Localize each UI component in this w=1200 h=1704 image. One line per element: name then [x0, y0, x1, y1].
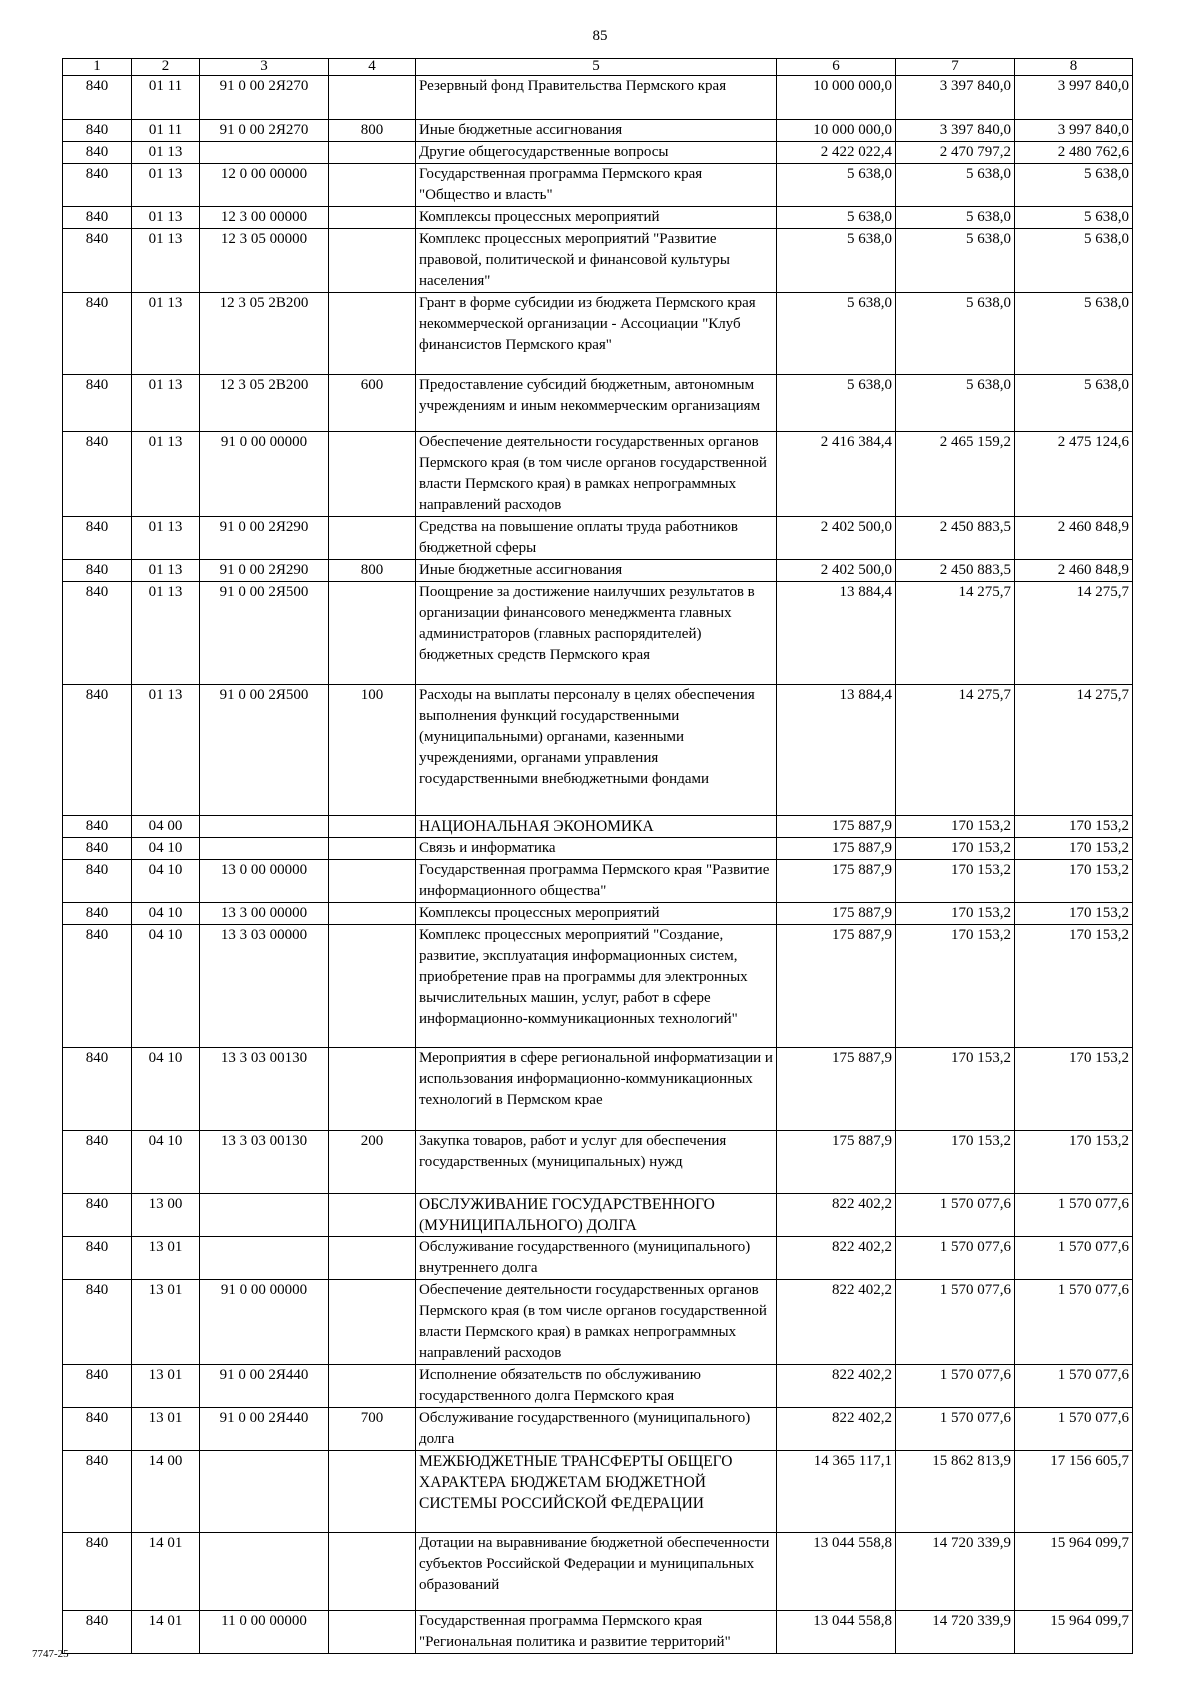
table-row — [63, 207, 1133, 229]
expense-type-cell: 100 — [329, 685, 416, 816]
target-article-cell: 13 3 03 00130 — [200, 1131, 329, 1194]
amount-2026-cell: 14 720 339,9 — [896, 1611, 1015, 1654]
target-article-cell — [200, 1237, 329, 1280]
amount-2027-cell: 170 153,2 — [1015, 860, 1133, 903]
grbs-code-cell: 840 — [63, 838, 132, 860]
section-code-cell: 01 13 — [132, 432, 200, 517]
section-code-cell: 04 10 — [132, 838, 200, 860]
amount-2025-cell: 175 887,9 — [777, 1131, 896, 1194]
expense-type-cell — [329, 517, 416, 560]
amount-2027-cell: 170 153,2 — [1015, 1131, 1133, 1194]
target-article-cell: 13 0 00 00000 — [200, 860, 329, 903]
header-cell: 8 — [1015, 59, 1133, 76]
grbs-code-cell: 840 — [63, 293, 132, 375]
amount-2026-cell: 170 153,2 — [896, 1048, 1015, 1131]
section-code-cell: 01 13 — [132, 582, 200, 685]
expense-type-cell — [329, 903, 416, 925]
expense-type-cell: 800 — [329, 560, 416, 582]
expense-type-cell — [329, 1280, 416, 1365]
table-row — [63, 560, 1133, 582]
target-article-cell: 12 3 05 2В200 — [200, 375, 329, 432]
amount-2025-cell: 13 884,4 — [777, 582, 896, 685]
table-row — [63, 76, 1133, 120]
table-row — [63, 860, 1133, 903]
grbs-code-cell: 840 — [63, 1280, 132, 1365]
amount-2027-cell: 1 570 077,6 — [1015, 1194, 1133, 1237]
amount-2027-cell: 1 570 077,6 — [1015, 1408, 1133, 1451]
target-article-cell — [200, 838, 329, 860]
description-cell: Расходы на выплаты персоналу в целях обеспечения выполнения функций государственными (муниципальными) органами, казенными учреждениями, органами управления государственными внебюджетными фондами — [416, 685, 777, 816]
amount-2026-cell: 14 275,7 — [896, 685, 1015, 816]
description-cell: Связь и информатика — [416, 838, 777, 860]
amount-2025-cell: 822 402,2 — [777, 1194, 896, 1237]
description-cell: Обеспечение деятельности государственных органов Пермского края (в том числе органов государственной власти Пермского края) в рамках непрограммных направлений расходов — [416, 432, 777, 517]
description-cell: Резервный фонд Правительства Пермского края — [416, 76, 777, 120]
table-row — [63, 1280, 1133, 1365]
description-cell: Другие общегосударственные вопросы — [416, 142, 777, 164]
amount-2025-cell: 2 402 500,0 — [777, 517, 896, 560]
amount-2027-cell: 14 275,7 — [1015, 685, 1133, 816]
description-cell: Иные бюджетные ассигнования — [416, 560, 777, 582]
amount-2026-cell: 5 638,0 — [896, 207, 1015, 229]
target-article-cell — [200, 1533, 329, 1611]
grbs-code-cell: 840 — [63, 76, 132, 120]
section-code-cell: 13 01 — [132, 1280, 200, 1365]
amount-2025-cell: 822 402,2 — [777, 1237, 896, 1280]
section-code-cell: 13 01 — [132, 1408, 200, 1451]
amount-2025-cell: 5 638,0 — [777, 229, 896, 293]
table-row — [63, 816, 1133, 838]
grbs-code-cell: 840 — [63, 1408, 132, 1451]
amount-2025-cell: 175 887,9 — [777, 1048, 896, 1131]
grbs-code-cell: 840 — [63, 229, 132, 293]
header-cell: 2 — [132, 59, 200, 76]
amount-2025-cell: 13 884,4 — [777, 685, 896, 816]
target-article-cell — [200, 1194, 329, 1237]
expense-type-cell: 200 — [329, 1131, 416, 1194]
description-cell: Дотации на выравнивание бюджетной обеспеченности субъектов Российской Федерации и муниципальных образований — [416, 1533, 777, 1611]
grbs-code-cell: 840 — [63, 860, 132, 903]
section-code-cell: 13 01 — [132, 1237, 200, 1280]
description-cell: НАЦИОНАЛЬНАЯ ЭКОНОМИКА — [416, 816, 777, 838]
section-code-cell: 13 00 — [132, 1194, 200, 1237]
table-row — [63, 375, 1133, 432]
expense-type-cell — [329, 229, 416, 293]
grbs-code-cell: 840 — [63, 925, 132, 1048]
amount-2026-cell: 1 570 077,6 — [896, 1408, 1015, 1451]
amount-2027-cell: 5 638,0 — [1015, 293, 1133, 375]
amount-2027-cell: 5 638,0 — [1015, 207, 1133, 229]
expense-type-cell: 700 — [329, 1408, 416, 1451]
amount-2025-cell: 822 402,2 — [777, 1365, 896, 1408]
description-cell: Средства на повышение оплаты труда работников бюджетной сферы — [416, 517, 777, 560]
amount-2026-cell: 2 470 797,2 — [896, 142, 1015, 164]
table-header-row — [63, 59, 1133, 76]
amount-2025-cell: 2 422 022,4 — [777, 142, 896, 164]
target-article-cell: 91 0 00 2Я270 — [200, 120, 329, 142]
section-code-cell: 04 10 — [132, 860, 200, 903]
table-row — [63, 1048, 1133, 1131]
amount-2026-cell: 1 570 077,6 — [896, 1194, 1015, 1237]
amount-2025-cell: 5 638,0 — [777, 293, 896, 375]
section-code-cell: 04 10 — [132, 903, 200, 925]
amount-2025-cell: 175 887,9 — [777, 816, 896, 838]
page-number: 85 — [592, 28, 608, 44]
table-row — [63, 925, 1133, 1048]
grbs-code-cell: 840 — [63, 903, 132, 925]
header-cell: 4 — [329, 59, 416, 76]
table-row — [63, 1611, 1133, 1654]
amount-2025-cell: 2 416 384,4 — [777, 432, 896, 517]
expense-type-cell — [329, 1611, 416, 1654]
expense-type-cell — [329, 1451, 416, 1533]
header-cell: 7 — [896, 59, 1015, 76]
amount-2025-cell: 5 638,0 — [777, 164, 896, 207]
target-article-cell: 91 0 00 2Я500 — [200, 685, 329, 816]
amount-2026-cell: 170 153,2 — [896, 860, 1015, 903]
table-row — [63, 1194, 1133, 1237]
amount-2027-cell: 1 570 077,6 — [1015, 1280, 1133, 1365]
amount-2027-cell: 170 153,2 — [1015, 925, 1133, 1048]
section-code-cell: 01 13 — [132, 207, 200, 229]
amount-2027-cell: 170 153,2 — [1015, 1048, 1133, 1131]
amount-2025-cell: 10 000 000,0 — [777, 76, 896, 120]
expense-type-cell — [329, 293, 416, 375]
section-code-cell: 01 13 — [132, 293, 200, 375]
section-code-cell: 04 10 — [132, 1048, 200, 1131]
amount-2025-cell: 13 044 558,8 — [777, 1533, 896, 1611]
document-code: 7747-25 — [32, 1648, 69, 1660]
target-article-cell: 13 3 03 00000 — [200, 925, 329, 1048]
amount-2027-cell: 5 638,0 — [1015, 229, 1133, 293]
amount-2026-cell: 1 570 077,6 — [896, 1237, 1015, 1280]
amount-2027-cell: 170 153,2 — [1015, 903, 1133, 925]
table-row — [63, 1451, 1133, 1533]
description-cell: Иные бюджетные ассигнования — [416, 120, 777, 142]
amount-2026-cell: 14 275,7 — [896, 582, 1015, 685]
grbs-code-cell: 840 — [63, 1237, 132, 1280]
table-row — [63, 582, 1133, 685]
section-code-cell: 01 13 — [132, 560, 200, 582]
amount-2027-cell: 14 275,7 — [1015, 582, 1133, 685]
target-article-cell: 91 0 00 2Я440 — [200, 1408, 329, 1451]
section-code-cell: 01 11 — [132, 120, 200, 142]
amount-2026-cell: 2 450 883,5 — [896, 560, 1015, 582]
amount-2025-cell: 175 887,9 — [777, 903, 896, 925]
table-row — [63, 142, 1133, 164]
amount-2027-cell: 17 156 605,7 — [1015, 1451, 1133, 1533]
target-article-cell — [200, 142, 329, 164]
grbs-code-cell: 840 — [63, 582, 132, 685]
amount-2027-cell: 2 480 762,6 — [1015, 142, 1133, 164]
table-row — [63, 293, 1133, 375]
table-row — [63, 517, 1133, 560]
amount-2026-cell: 2 465 159,2 — [896, 432, 1015, 517]
amount-2025-cell: 14 365 117,1 — [777, 1451, 896, 1533]
amount-2026-cell: 15 862 813,9 — [896, 1451, 1015, 1533]
expense-type-cell — [329, 164, 416, 207]
target-article-cell: 91 0 00 00000 — [200, 432, 329, 517]
section-code-cell: 13 01 — [132, 1365, 200, 1408]
section-code-cell: 14 00 — [132, 1451, 200, 1533]
target-article-cell — [200, 1451, 329, 1533]
description-cell: МЕЖБЮДЖЕТНЫЕ ТРАНСФЕРТЫ ОБЩЕГО ХАРАКТЕРА БЮДЖЕТАМ БЮДЖЕТНОЙ СИСТЕМЫ РОССИЙСКОЙ ФЕДЕРАЦИИ — [416, 1451, 777, 1533]
expense-type-cell — [329, 76, 416, 120]
target-article-cell: 13 3 00 00000 — [200, 903, 329, 925]
target-article-cell: 91 0 00 2Я500 — [200, 582, 329, 685]
section-code-cell: 01 13 — [132, 685, 200, 816]
target-article-cell: 13 3 03 00130 — [200, 1048, 329, 1131]
amount-2026-cell: 170 153,2 — [896, 1131, 1015, 1194]
description-cell: ОБСЛУЖИВАНИЕ ГОСУДАРСТВЕННОГО (МУНИЦИПАЛЬНОГО) ДОЛГА — [416, 1194, 777, 1237]
table-row — [63, 1131, 1133, 1194]
section-code-cell: 01 13 — [132, 164, 200, 207]
section-code-cell: 14 01 — [132, 1611, 200, 1654]
table-row — [63, 685, 1133, 816]
description-cell: Комплексы процессных мероприятий — [416, 207, 777, 229]
header-cell: 1 — [63, 59, 132, 76]
amount-2027-cell: 1 570 077,6 — [1015, 1365, 1133, 1408]
expense-type-cell — [329, 1533, 416, 1611]
description-cell: Комплексы процессных мероприятий — [416, 903, 777, 925]
table-row — [63, 164, 1133, 207]
target-article-cell: 11 0 00 00000 — [200, 1611, 329, 1654]
amount-2026-cell: 170 153,2 — [896, 816, 1015, 838]
description-cell: Обслуживание государственного (муниципального) внутреннего долга — [416, 1237, 777, 1280]
target-article-cell: 12 3 05 00000 — [200, 229, 329, 293]
target-article-cell: 91 0 00 2Я290 — [200, 560, 329, 582]
table-row — [63, 1237, 1133, 1280]
description-cell: Государственная программа Пермского края "Региональная политика и развитие территорий" — [416, 1611, 777, 1654]
grbs-code-cell: 840 — [63, 432, 132, 517]
table-row — [63, 1533, 1133, 1611]
target-article-cell — [200, 816, 329, 838]
section-code-cell: 01 13 — [132, 142, 200, 164]
description-cell: Обслуживание государственного (муниципального) долга — [416, 1408, 777, 1451]
expense-type-cell — [329, 1194, 416, 1237]
expense-type-cell — [329, 142, 416, 164]
amount-2025-cell: 5 638,0 — [777, 375, 896, 432]
grbs-code-cell: 840 — [63, 1194, 132, 1237]
amount-2027-cell: 15 964 099,7 — [1015, 1533, 1133, 1611]
section-code-cell: 04 10 — [132, 925, 200, 1048]
amount-2026-cell: 1 570 077,6 — [896, 1365, 1015, 1408]
amount-2025-cell: 822 402,2 — [777, 1408, 896, 1451]
description-cell: Государственная программа Пермского края "Развитие информационного общества" — [416, 860, 777, 903]
amount-2027-cell: 3 997 840,0 — [1015, 120, 1133, 142]
expense-type-cell — [329, 1048, 416, 1131]
expense-type-cell — [329, 582, 416, 685]
amount-2025-cell: 822 402,2 — [777, 1280, 896, 1365]
table-row — [63, 903, 1133, 925]
expense-type-cell — [329, 860, 416, 903]
amount-2027-cell: 2 460 848,9 — [1015, 517, 1133, 560]
amount-2026-cell: 5 638,0 — [896, 164, 1015, 207]
amount-2026-cell: 3 397 840,0 — [896, 76, 1015, 120]
target-article-cell: 12 0 00 00000 — [200, 164, 329, 207]
expense-type-cell: 600 — [329, 375, 416, 432]
amount-2027-cell: 15 964 099,7 — [1015, 1611, 1133, 1654]
description-cell: Государственная программа Пермского края "Общество и власть" — [416, 164, 777, 207]
table-row — [63, 1408, 1133, 1451]
grbs-code-cell: 840 — [63, 1131, 132, 1194]
grbs-code-cell: 840 — [63, 1451, 132, 1533]
expense-type-cell — [329, 1237, 416, 1280]
target-article-cell: 91 0 00 2Я290 — [200, 517, 329, 560]
section-code-cell: 14 01 — [132, 1533, 200, 1611]
section-code-cell: 04 00 — [132, 816, 200, 838]
amount-2026-cell: 5 638,0 — [896, 229, 1015, 293]
section-code-cell: 01 13 — [132, 375, 200, 432]
amount-2026-cell: 14 720 339,9 — [896, 1533, 1015, 1611]
grbs-code-cell: 840 — [63, 1048, 132, 1131]
grbs-code-cell: 840 — [63, 207, 132, 229]
description-cell: Грант в форме субсидии из бюджета Пермского края некоммерческой организации - Ассоциации "Клуб финансистов Пермского края" — [416, 293, 777, 375]
amount-2027-cell: 2 460 848,9 — [1015, 560, 1133, 582]
target-article-cell: 12 3 05 2В200 — [200, 293, 329, 375]
grbs-code-cell: 840 — [63, 560, 132, 582]
amount-2025-cell: 175 887,9 — [777, 838, 896, 860]
table-row — [63, 120, 1133, 142]
grbs-code-cell: 840 — [63, 164, 132, 207]
amount-2026-cell: 2 450 883,5 — [896, 517, 1015, 560]
target-article-cell: 91 0 00 00000 — [200, 1280, 329, 1365]
amount-2026-cell: 3 397 840,0 — [896, 120, 1015, 142]
table-row — [63, 229, 1133, 293]
amount-2027-cell: 1 570 077,6 — [1015, 1237, 1133, 1280]
expense-type-cell — [329, 925, 416, 1048]
section-code-cell: 04 10 — [132, 1131, 200, 1194]
grbs-code-cell: 840 — [63, 1611, 132, 1654]
target-article-cell: 91 0 00 2Я440 — [200, 1365, 329, 1408]
grbs-code-cell: 840 — [63, 816, 132, 838]
amount-2025-cell: 2 402 500,0 — [777, 560, 896, 582]
amount-2027-cell: 5 638,0 — [1015, 164, 1133, 207]
grbs-code-cell: 840 — [63, 685, 132, 816]
grbs-code-cell: 840 — [63, 517, 132, 560]
grbs-code-cell: 840 — [63, 142, 132, 164]
amount-2025-cell: 5 638,0 — [777, 207, 896, 229]
amount-2027-cell: 170 153,2 — [1015, 838, 1133, 860]
description-cell: Комплекс процессных мероприятий "Развитие правовой, политической и финансовой культуры населения" — [416, 229, 777, 293]
expense-type-cell — [329, 838, 416, 860]
budget-table — [62, 58, 1133, 1654]
expense-type-cell: 800 — [329, 120, 416, 142]
amount-2027-cell: 3 997 840,0 — [1015, 76, 1133, 120]
amount-2025-cell: 10 000 000,0 — [777, 120, 896, 142]
amount-2026-cell: 1 570 077,6 — [896, 1280, 1015, 1365]
section-code-cell: 01 13 — [132, 517, 200, 560]
amount-2026-cell: 5 638,0 — [896, 293, 1015, 375]
amount-2027-cell: 2 475 124,6 — [1015, 432, 1133, 517]
table-row — [63, 1365, 1133, 1408]
section-code-cell: 01 13 — [132, 229, 200, 293]
description-cell: Предоставление субсидий бюджетным, автономным учреждениям и иным некоммерческим организациям — [416, 375, 777, 432]
expense-type-cell — [329, 207, 416, 229]
amount-2027-cell: 5 638,0 — [1015, 375, 1133, 432]
target-article-cell: 12 3 00 00000 — [200, 207, 329, 229]
amount-2025-cell: 175 887,9 — [777, 925, 896, 1048]
amount-2025-cell: 13 044 558,8 — [777, 1611, 896, 1654]
section-code-cell: 01 11 — [132, 76, 200, 120]
description-cell: Исполнение обязательств по обслуживанию государственного долга Пермского края — [416, 1365, 777, 1408]
description-cell: Поощрение за достижение наилучших результатов в организации финансового менеджмента главных администраторов (главных распорядителей) бюджетных средств Пермского края — [416, 582, 777, 685]
grbs-code-cell: 840 — [63, 1533, 132, 1611]
description-cell: Комплекс процессных мероприятий "Создание, развитие, эксплуатация информационных систем, приобретение прав на программы для электронных вычислительных машин, услуг, работ в сфере информационно-коммуникационных технологий" — [416, 925, 777, 1048]
description-cell: Мероприятия в сфере региональной информатизации и использования информационно-коммуникационных технологий в Пермском крае — [416, 1048, 777, 1131]
description-cell: Закупка товаров, работ и услуг для обеспечения государственных (муниципальных) нужд — [416, 1131, 777, 1194]
expense-type-cell — [329, 432, 416, 517]
header-cell: 3 — [200, 59, 329, 76]
amount-2025-cell: 175 887,9 — [777, 860, 896, 903]
target-article-cell: 91 0 00 2Я270 — [200, 76, 329, 120]
description-cell: Обеспечение деятельности государственных органов Пермского края (в том числе органов государственной власти Пермского края) в рамках непрограммных направлений расходов — [416, 1280, 777, 1365]
amount-2026-cell: 5 638,0 — [896, 375, 1015, 432]
table-row — [63, 838, 1133, 860]
expense-type-cell — [329, 816, 416, 838]
header-cell: 6 — [777, 59, 896, 76]
amount-2026-cell: 170 153,2 — [896, 838, 1015, 860]
grbs-code-cell: 840 — [63, 1365, 132, 1408]
amount-2026-cell: 170 153,2 — [896, 925, 1015, 1048]
expense-type-cell — [329, 1365, 416, 1408]
table-row — [63, 432, 1133, 517]
grbs-code-cell: 840 — [63, 120, 132, 142]
header-cell: 5 — [416, 59, 777, 76]
amount-2027-cell: 170 153,2 — [1015, 816, 1133, 838]
grbs-code-cell: 840 — [63, 375, 132, 432]
amount-2026-cell: 170 153,2 — [896, 903, 1015, 925]
